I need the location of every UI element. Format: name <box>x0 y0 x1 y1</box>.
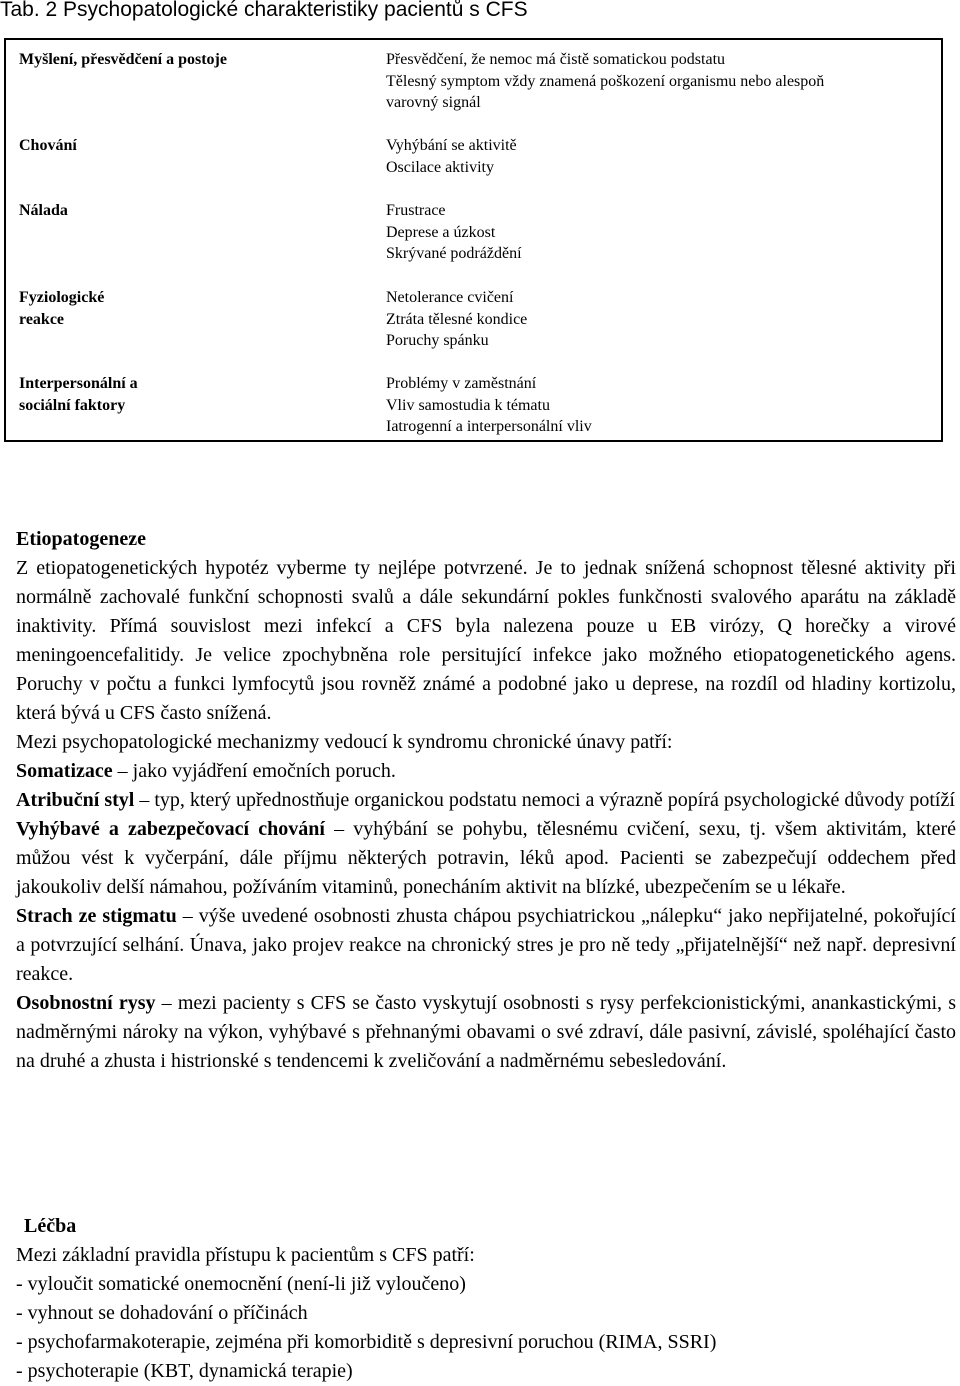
category-items: Netolerance cvičení Ztráta tělesné kondice Poruchy spánku <box>386 289 528 349</box>
etiology-paragraph: Z etiopatogenetických hypotéz vyberme ty nejlépe potvrzené. Je to jednak snížená schopnost tělesné aktivity při normálně zachovalé funkční schopnosti svalů a dále sekundární pokles funkčnosti svalového aparátu na základě inaktivity. Přímá souvislost mezi infekcí a CFS byla nalezena pouze u EB virózy, Q horečky a virové meningoencefalitidy. Je velice zpochybněna role persitující infekce jako možného etiopatogenetického agens. Poruchy v počtu a funkci lymfocytů jsou rovněž známé a podobné jako u deprese, na rozdíl od hladiny kortizolu, která bývá u CFS často snížená. <box>16 557 956 724</box>
characteristics-table <box>4 38 943 442</box>
mechanism-term: Somatizace <box>16 760 113 782</box>
etiology-heading: Etiopatogeneze <box>16 528 146 550</box>
list-item: - psychoterapie (KBT, dynamická terapie) <box>16 1360 353 1382</box>
mechanism-term: Osobnostní rysy <box>16 992 156 1014</box>
category-items: Vyhýbání se aktivitě Oscilace aktivity <box>386 137 517 176</box>
category-label: Nálada <box>19 202 68 219</box>
category-items: Přesvědčení, že nemoc má čistě somatickou podstatu Tělesný symptom vždy znamená poškození organismu nebo alespoň varovný signál <box>386 51 825 111</box>
mechanisms-intro: Mezi psychopatologické mechanizmy vedoucí k syndromu chronické únavy patří: <box>16 731 673 753</box>
mechanism-text: – výše uvedené osobnosti zhusta chápou psychiatrickou „nálepku“ jako nepřijatelné, pokořující a potvrzující selhání. Únava, jako projev reakce na chronický stres je pro ně tedy „přijatelnější“ než např. depresivní reakce. <box>16 905 956 985</box>
mechanism-text: – mezi pacienty s CFS se často vyskytují osobnosti s rysy perfekcionistickými, anankastickými, s nadměrnými nároky na výkon, vyhýbavé s přehnanými obavami o své zdraví, dále pasivní, závislé, spoléhající často na druhé a zhusta i histrionské s tendencemi k zveličování a nadměrnému sebesledování. <box>16 992 956 1072</box>
mechanism-text: – jako vyjádření emočních poruch. <box>112 760 396 782</box>
mechanism-item <box>16 902 956 989</box>
mechanism-term: Vyhýbavé a zabezpečovací chování <box>16 818 325 840</box>
list-item: - psychofarmakoterapie, zejména při komorbiditě s depresivní poruchou (RIMA, SSRI) <box>16 1331 717 1353</box>
treatment-list <box>16 1270 956 1386</box>
mechanism-term: Atribuční styl <box>16 789 135 811</box>
category-label: Interpersonální a sociální faktory <box>19 375 138 414</box>
category-label: Fyziologické reakce <box>19 289 105 328</box>
category-label: Myšlení, přesvědčení a postoje <box>19 51 227 68</box>
mechanism-item <box>16 786 956 815</box>
mechanism-item <box>16 757 956 786</box>
mechanism-text: – typ, který upřednostňuje organickou podstatu nemoci a výrazně popírá psychologické důvody potíží <box>134 789 955 811</box>
mechanism-term: Strach ze stigmatu <box>16 905 177 927</box>
treatment-heading: Léčba <box>24 1215 77 1237</box>
category-items: Problémy v zaměstnání Vliv samostudia k tématu Iatrogenní a interpersonální vliv <box>386 375 592 435</box>
mechanism-item <box>16 815 956 902</box>
mechanism-item <box>16 989 956 1076</box>
etiology-section <box>16 525 956 1076</box>
list-item: - vyloučit somatické onemocnění (není-li již vyloučeno) <box>16 1273 466 1295</box>
category-label: Chování <box>19 137 77 154</box>
table-caption: Tab. 2 Psychopatologické charakteristiky pacientů s CFS <box>0 0 528 21</box>
mechanism-text: – vyhýbání se pohybu, tělesnému cvičení, sexu, tj. všem aktivitám, které můžou vést k vyčerpání, dále příjmu některých potravin, léků apod. Pacienti se zabezpečují oddechem před jakoukoliv delší námahou, požíváním vitaminů, ponecháním aktivit na blízké, ubezpečením se u lékaře. <box>16 818 957 898</box>
treatment-section <box>16 1212 956 1386</box>
list-item: - vyhnout se dohadování o příčinách <box>16 1302 308 1324</box>
category-items: Frustrace Deprese a úzkost Skrývané podráždění <box>386 202 522 262</box>
treatment-intro: Mezi základní pravidla přístupu k pacientům s CFS patří: <box>16 1244 475 1266</box>
